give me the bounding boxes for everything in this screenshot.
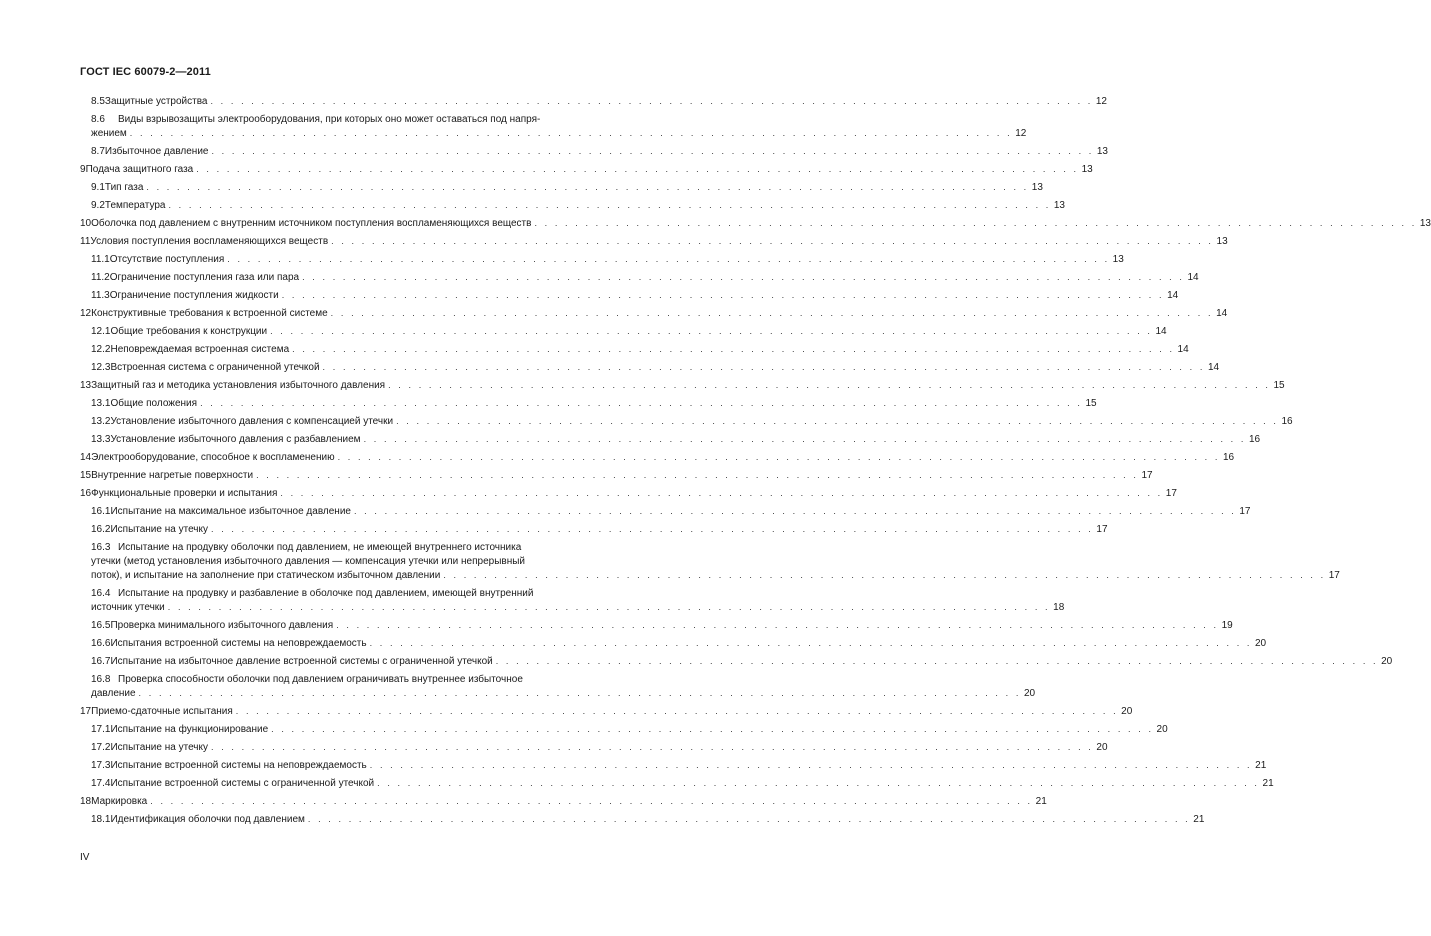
toc-page-number: 21 <box>1193 814 1205 825</box>
toc-title: утечки (метод установления избыточного давления — компенсация утечки или непрерывный <box>91 556 525 567</box>
toc-page-number: 15 <box>1273 380 1285 391</box>
toc-number: 18.1 <box>91 814 111 825</box>
toc-title: Приемо-сдаточные испытания <box>91 706 233 717</box>
toc-title: Избыточное давление <box>104 146 209 157</box>
toc-page-number: 14 <box>1167 290 1179 301</box>
toc-number: 16.8 <box>91 674 111 685</box>
toc-number: 17.3 <box>91 760 111 771</box>
toc-page-number: 14 <box>1177 344 1189 355</box>
toc-page-number: 12 <box>1095 96 1107 107</box>
dot-leader: . . . . . . . . . . . . . . . . . . . . . . . . . . . . . . . . . . . . . . . . . . . . . . . . . . . . . . . . . . . . . . . . . . . . . . . . . . . . . . . . . . . . . . . <box>129 128 1013 138</box>
dot-leader: . . . . . . . . . . . . . . . . . . . . . . . . . . . . . . . . . . . . . . . . . . . . . . . . . . . . . . . . . . . . . . . . . . . . . . . . . . . . . . . . . . . . . . . <box>168 200 1051 210</box>
toc-page-number: 15 <box>1085 398 1097 409</box>
dot-leader: . . . . . . . . . . . . . . . . . . . . . . . . . . . . . . . . . . . . . . . . . . . . . . . . . . . . . . . . . . . . . . . . . . . . . . . . . . . . . . . . . . . . . . . <box>210 96 1093 106</box>
toc-title: Испытание на продувку и разбавление в оболочке под давлением, имеющей внутренний <box>118 588 534 599</box>
toc-title: Электрооборудование, способное к воспламенению <box>91 452 335 463</box>
toc-entry[interactable] <box>80 379 1285 392</box>
toc-entry[interactable] <box>91 343 1189 356</box>
toc-page-number: 14 <box>1216 308 1228 319</box>
toc-page-number: 20 <box>1255 638 1267 649</box>
toc-entry-line <box>91 541 521 554</box>
toc-entry[interactable] <box>91 415 1293 428</box>
toc-page-number: 21 <box>1035 796 1047 807</box>
toc-number: 12 <box>80 308 92 319</box>
dot-leader: . . . . . . . . . . . . . . . . . . . . . . . . . . . . . . . . . . . . . . . . . . . . . . . . . . . . . . . . . . . . . . . . . . . . . . . . . . . . . . . . . . . . . . . <box>369 760 1253 770</box>
toc-page-number: 13 <box>1053 200 1065 211</box>
dot-leader: . . . . . . . . . . . . . . . . . . . . . . . . . . . . . . . . . . . . . . . . . . . . . . . . . . . . . . . . . . . . . . . . . . . . . . . . . . . . . . . . . . . . . . . <box>322 362 1205 372</box>
toc-entry[interactable] <box>91 289 1179 302</box>
toc-entry[interactable] <box>91 253 1124 266</box>
toc-number: 16.1 <box>91 506 111 517</box>
toc-title: источник утечки <box>91 602 165 613</box>
toc-title: Защитный газ и методика установления избыточного давления <box>91 380 386 391</box>
toc-number: 11 <box>80 236 91 247</box>
toc-title: Испытание на утечку <box>110 742 208 753</box>
toc-number: 13.1 <box>91 398 111 409</box>
toc-entry[interactable] <box>80 451 1235 464</box>
toc-entry[interactable] <box>80 235 1228 248</box>
toc-title: Испытания встроенной системы на неповреждаемость <box>110 638 367 649</box>
toc-number: 11.2 <box>91 272 110 283</box>
toc-entry[interactable] <box>91 181 1043 194</box>
dot-leader: . . . . . . . . . . . . . . . . . . . . . . . . . . . . . . . . . . . . . . . . . . . . . . . . . . . . . . . . . . . . . . . . . . . . . . . . . . . . . . . . . . . . . . . <box>363 434 1246 444</box>
toc-title: Тип газа <box>104 182 144 193</box>
toc-title: Температура <box>104 200 166 211</box>
toc-number: 16 <box>80 488 92 499</box>
toc-entry[interactable] <box>91 145 1108 158</box>
toc-title: Испытание на избыточное давление встроенной системы с ограниченной утечкой <box>110 656 493 667</box>
toc-entry[interactable] <box>91 95 1107 108</box>
toc-page-number: 13 <box>1419 218 1431 229</box>
toc-entry[interactable] <box>91 523 1108 536</box>
toc-title: Функциональные проверки и испытания <box>91 488 278 499</box>
dot-leader: . . . . . . . . . . . . . . . . . . . . . . . . . . . . . . . . . . . . . . . . . . . . . . . . . . . . . . . . . . . . . . . . . . . . . . . . . . . . . . . . . . . . . . . <box>330 308 1214 318</box>
dot-leader: . . . . . . . . . . . . . . . . . . . . . . . . . . . . . . . . . . . . . . . . . . . . . . . . . . . . . . . . . . . . . . . . . . . . . . . . . . . . . . . . . . . . . . . <box>200 398 1083 408</box>
toc-title: Конструктивные требования к встроенной системе <box>91 308 328 319</box>
toc-title: Виды взрывозащиты электрооборудования, при которых оно может оставаться под напря- <box>118 114 541 125</box>
dot-leader: . . . . . . . . . . . . . . . . . . . . . . . . . . . . . . . . . . . . . . . . . . . . . . . . . . . . . . . . . . . . . . . . . . . . . . . . . . . . . . . . . . . . . . . <box>331 236 1214 246</box>
dot-leader: . . . . . . . . . . . . . . . . . . . . . . . . . . . . . . . . . . . . . . . . . . . . . . . . . . . . . . . . . . . . . . . . . . . . . . . . . . . . . . . . . . . . . . . <box>443 570 1326 580</box>
dot-leader: . . . . . . . . . . . . . . . . . . . . . . . . . . . . . . . . . . . . . . . . . . . . . . . . . . . . . . . . . . . . . . . . . . . . . . . . . . . . . . . . . . . . . . . <box>271 724 1154 734</box>
toc-number: 17 <box>80 706 92 717</box>
toc-page-number: 21 <box>1255 760 1267 771</box>
toc-title: Проверка способности оболочки под давлением ограничивать внутреннее избыточное <box>118 674 523 685</box>
toc-title: поток), и испытание на заполнение при статическом избыточном давлении <box>91 570 441 581</box>
toc-number: 9 <box>80 164 86 175</box>
dot-leader: . . . . . . . . . . . . . . . . . . . . . . . . . . . . . . . . . . . . . . . . . . . . . . . . . . . . . . . . . . . . . . . . . . . . . . . . . . . . . . . . . . . . . . . <box>196 164 1079 174</box>
toc-number: 10 <box>80 218 92 229</box>
dot-leader: . . . . . . . . . . . . . . . . . . . . . . . . . . . . . . . . . . . . . . . . . . . . . . . . . . . . . . . . . . . . . . . . . . . . . . . . . . . . . . . . . . . . . . . <box>337 452 1220 462</box>
dot-leader: . . . . . . . . . . . . . . . . . . . . . . . . . . . . . . . . . . . . . . . . . . . . . . . . . . . . . . . . . . . . . . . . . . . . . . . . . . . . . . . . . . . . . . . <box>138 688 1021 698</box>
dot-leader: . . . . . . . . . . . . . . . . . . . . . . . . . . . . . . . . . . . . . . . . . . . . . . . . . . . . . . . . . . . . . . . . . . . . . . . . . . . . . . . . . . . . . . . <box>211 742 1094 752</box>
toc-entry[interactable] <box>91 361 1220 374</box>
toc-title: Установление избыточного давления с компенсацией утечки <box>110 416 394 427</box>
toc-entry[interactable] <box>91 687 1036 700</box>
toc-page-number: 18 <box>1053 602 1065 613</box>
toc-title: Отсутствие поступления <box>109 254 225 265</box>
dot-leader: . . . . . . . . . . . . . . . . . . . . . . . . . . . . . . . . . . . . . . . . . . . . . . . . . . . . . . . . . . . . . . . . . . . . . . . . . . . . . . . . . . . . . . . <box>302 272 1185 282</box>
toc-entry-line <box>91 113 540 126</box>
dot-leader: . . . . . . . . . . . . . . . . . . . . . . . . . . . . . . . . . . . . . . . . . . . . . . . . . . . . . . . . . . . . . . . . . . . . . . . . . . . . . . . . . . . . . . . <box>280 488 1163 498</box>
dot-leader: . . . . . . . . . . . . . . . . . . . . . . . . . . . . . . . . . . . . . . . . . . . . . . . . . . . . . . . . . . . . . . . . . . . . . . . . . . . . . . . . . . . . . . . <box>396 416 1279 426</box>
toc-page-number: 16 <box>1248 434 1261 445</box>
toc-number: 17.2 <box>91 742 111 753</box>
toc-page-number: 20 <box>1156 724 1168 735</box>
toc-number: 14 <box>80 452 92 463</box>
toc-number: 9.1 <box>91 182 105 193</box>
toc-page-number: 17 <box>1096 524 1108 535</box>
toc-page-number: 20 <box>1023 688 1036 699</box>
dot-leader: . . . . . . . . . . . . . . . . . . . . . . . . . . . . . . . . . . . . . . . . . . . . . . . . . . . . . . . . . . . . . . . . . . . . . . . . . . . . . . . . . . . . . . . <box>211 146 1094 156</box>
toc-title: Проверка минимального избыточного давления <box>110 620 334 631</box>
toc-number: 12.3 <box>91 362 111 373</box>
toc-entry-line <box>91 587 533 600</box>
toc-page-number: 13 <box>1112 254 1124 265</box>
toc-number: 13 <box>80 380 92 391</box>
toc-entry[interactable] <box>91 199 1065 212</box>
toc-title: Внутренние нагретые поверхности <box>91 470 254 481</box>
dot-leader: . . . . . . . . . . . . . . . . . . . . . . . . . . . . . . . . . . . . . . . . . . . . . . . . . . . . . . . . . . . . . . . . . . . . . . . . . . . . . . . . . . . . . . . <box>353 506 1237 516</box>
toc-page-number: 17 <box>1239 506 1251 517</box>
toc-title: Подача защитного газа <box>85 164 194 175</box>
toc-number: 12.2 <box>91 344 111 355</box>
dot-leader: . . . . . . . . . . . . . . . . . . . . . . . . . . . . . . . . . . . . . . . . . . . . . . . . . . . . . . . . . . . . . . . . . . . . . . . . . . . . . . . . . . . . . . . <box>307 814 1191 824</box>
toc-page-number: 19 <box>1221 620 1233 631</box>
toc-title: Ограничение поступления газа или пара <box>109 272 300 283</box>
dot-leader: . . . . . . . . . . . . . . . . . . . . . . . . . . . . . . . . . . . . . . . . . . . . . . . . . . . . . . . . . . . . . . . . . . . . . . . . . . . . . . . . . . . . . . . <box>336 620 1219 630</box>
toc-number: 11.1 <box>91 254 110 265</box>
dot-leader: . . . . . . . . . . . . . . . . . . . . . . . . . . . . . . . . . . . . . . . . . . . . . . . . . . . . . . . . . . . . . . . . . . . . . . . . . . . . . . . . . . . . . . . <box>292 344 1175 354</box>
dot-leader: . . . . . . . . . . . . . . . . . . . . . . . . . . . . . . . . . . . . . . . . . . . . . . . . . . . . . . . . . . . . . . . . . . . . . . . . . . . . . . . . . . . . . . . <box>211 524 1094 534</box>
toc-number: 16.5 <box>91 620 111 631</box>
toc-title: Оболочка под давлением с внутренним источником поступления воспламеняющихся веществ <box>91 218 532 229</box>
toc-entry[interactable] <box>80 795 1047 808</box>
toc-page-number: 21 <box>1262 778 1274 789</box>
dot-leader: . . . . . . . . . . . . . . . . . . . . . . . . . . . . . . . . . . . . . . . . . . . . . . . . . . . . . . . . . . . . . . . . . . . . . . . . . . . . . . . . . . . . . . . <box>495 656 1379 666</box>
dot-leader: . . . . . . . . . . . . . . . . . . . . . . . . . . . . . . . . . . . . . . . . . . . . . . . . . . . . . . . . . . . . . . . . . . . . . . . . . . . . . . . . . . . . . . . <box>146 182 1029 192</box>
toc-title: Общие требования к конструкции <box>110 326 268 337</box>
toc-page-number: 20 <box>1381 656 1393 667</box>
page-number: IV <box>80 852 90 863</box>
toc-title: Защитные устройства <box>104 96 208 107</box>
toc-entry[interactable] <box>91 569 1340 582</box>
toc-page-number: 17 <box>1165 488 1177 499</box>
toc-page-number: 17 <box>1328 570 1340 581</box>
toc-entry[interactable] <box>91 723 1168 736</box>
toc-title: Испытание на максимальное избыточное давление <box>110 506 351 517</box>
toc-title: Маркировка <box>91 796 148 807</box>
toc-entry-line <box>91 673 523 686</box>
toc-page-number: 13 <box>1031 182 1043 193</box>
toc-number: 16.4 <box>91 588 111 599</box>
toc-entry[interactable] <box>91 619 1233 632</box>
toc-title: Идентификация оболочки под давлением <box>110 814 305 825</box>
toc-title: Встроенная система с ограниченной утечкой <box>110 362 320 373</box>
dot-leader: . . . . . . . . . . . . . . . . . . . . . . . . . . . . . . . . . . . . . . . . . . . . . . . . . . . . . . . . . . . . . . . . . . . . . . . . . . . . . . . . . . . . . . . <box>369 638 1252 648</box>
toc-title: Неповреждаемая встроенная система <box>110 344 290 355</box>
toc-title: Испытание на утечку <box>110 524 208 535</box>
toc-page-number: 12 <box>1015 128 1027 139</box>
toc-number: 8.5 <box>91 96 105 107</box>
dot-leader: . . . . . . . . . . . . . . . . . . . . . . . . . . . . . . . . . . . . . . . . . . . . . . . . . . . . . . . . . . . . . . . . . . . . . . . . . . . . . . . . . . . . . . . <box>227 254 1110 264</box>
toc-entry[interactable] <box>91 271 1199 284</box>
toc-entry[interactable] <box>80 705 1133 718</box>
toc-title: Испытание на продувку оболочки под давлением, не имеющей внутреннего источника <box>118 542 522 553</box>
toc-title: жением <box>91 128 127 139</box>
dot-leader: . . . . . . . . . . . . . . . . . . . . . . . . . . . . . . . . . . . . . . . . . . . . . . . . . . . . . . . . . . . . . . . . . . . . . . . . . . . . . . . . . . . . . . . <box>270 326 1153 336</box>
toc-number: 18 <box>80 796 92 807</box>
toc-entry[interactable] <box>91 397 1097 410</box>
toc-number: 17.1 <box>91 724 111 735</box>
toc-entry[interactable] <box>91 637 1267 650</box>
toc-entry[interactable] <box>91 505 1251 518</box>
toc-page-number: 14 <box>1155 326 1167 337</box>
toc-page-number: 13 <box>1216 236 1228 247</box>
toc-page-number: 13 <box>1096 146 1108 157</box>
toc-number: 16.6 <box>91 638 111 649</box>
toc-entry[interactable] <box>91 759 1267 772</box>
toc-entry[interactable] <box>91 777 1274 790</box>
toc-entry[interactable] <box>91 813 1205 826</box>
toc-title: Условия поступления воспламеняющихся веществ <box>90 236 329 247</box>
toc-number: 8.6 <box>91 114 105 125</box>
toc-page-number: 14 <box>1207 362 1220 373</box>
toc-page-number: 16 <box>1222 452 1235 463</box>
toc-entry[interactable] <box>91 127 1027 140</box>
toc-entry[interactable] <box>91 433 1261 446</box>
toc-number: 16.2 <box>91 524 111 535</box>
toc-entry[interactable] <box>91 601 1065 614</box>
toc-title: Испытание встроенной системы с ограниченной утечкой <box>110 778 375 789</box>
toc-title: давление <box>91 688 136 699</box>
toc-page-number: 17 <box>1141 470 1153 481</box>
toc-page-number: 20 <box>1121 706 1133 717</box>
toc-number: 17.4 <box>91 778 111 789</box>
toc-number: 16.7 <box>91 656 111 667</box>
toc-page-number: 20 <box>1096 742 1108 753</box>
toc-entry[interactable] <box>91 325 1167 338</box>
toc-title: Общие положения <box>110 398 198 409</box>
toc-number: 15 <box>80 470 92 481</box>
dot-leader: . . . . . . . . . . . . . . . . . . . . . . . . . . . . . . . . . . . . . . . . . . . . . . . . . . . . . . . . . . . . . . . . . . . . . . . . . . . . . . . . . . . . . . . <box>534 218 1417 228</box>
toc-page-number: 13 <box>1081 164 1093 175</box>
toc-page-number: 16 <box>1281 416 1293 427</box>
toc-entry[interactable] <box>80 163 1093 176</box>
toc-title: Ограничение поступления жидкости <box>109 290 279 301</box>
toc-title: Установление избыточного давления с разбавлением <box>110 434 361 445</box>
toc-number: 9.2 <box>91 200 105 211</box>
dot-leader: . . . . . . . . . . . . . . . . . . . . . . . . . . . . . . . . . . . . . . . . . . . . . . . . . . . . . . . . . . . . . . . . . . . . . . . . . . . . . . . . . . . . . . . <box>167 602 1051 612</box>
toc-entry[interactable] <box>80 469 1153 482</box>
toc-title: Испытание встроенной системы на неповреждаемость <box>110 760 367 771</box>
dot-leader: . . . . . . . . . . . . . . . . . . . . . . . . . . . . . . . . . . . . . . . . . . . . . . . . . . . . . . . . . . . . . . . . . . . . . . . . . . . . . . . . . . . . . . . <box>377 778 1260 788</box>
toc-number: 16.3 <box>91 542 111 553</box>
toc-entry[interactable] <box>80 487 1177 500</box>
toc-number: 13.2 <box>91 416 111 427</box>
toc-number: 13.3 <box>91 434 111 445</box>
toc-entry[interactable] <box>91 741 1108 754</box>
dot-leader: . . . . . . . . . . . . . . . . . . . . . . . . . . . . . . . . . . . . . . . . . . . . . . . . . . . . . . . . . . . . . . . . . . . . . . . . . . . . . . . . . . . . . . . <box>150 796 1033 806</box>
toc-title: Испытание на функционирование <box>110 724 269 735</box>
dot-leader: . . . . . . . . . . . . . . . . . . . . . . . . . . . . . . . . . . . . . . . . . . . . . . . . . . . . . . . . . . . . . . . . . . . . . . . . . . . . . . . . . . . . . . . <box>235 706 1119 716</box>
dot-leader: . . . . . . . . . . . . . . . . . . . . . . . . . . . . . . . . . . . . . . . . . . . . . . . . . . . . . . . . . . . . . . . . . . . . . . . . . . . . . . . . . . . . . . . <box>256 470 1139 480</box>
toc-entry[interactable] <box>80 307 1228 320</box>
document-header: ГОСТ IEC 60079-2—2011 <box>80 66 211 78</box>
toc-entry[interactable] <box>80 217 1431 230</box>
dot-leader: . . . . . . . . . . . . . . . . . . . . . . . . . . . . . . . . . . . . . . . . . . . . . . . . . . . . . . . . . . . . . . . . . . . . . . . . . . . . . . . . . . . . . . . <box>281 290 1165 300</box>
dot-leader: . . . . . . . . . . . . . . . . . . . . . . . . . . . . . . . . . . . . . . . . . . . . . . . . . . . . . . . . . . . . . . . . . . . . . . . . . . . . . . . . . . . . . . . <box>388 380 1271 390</box>
toc-number: 11.3 <box>91 290 110 301</box>
toc-page-number: 14 <box>1187 272 1199 283</box>
toc-number: 8.7 <box>91 146 105 157</box>
toc-number: 12.1 <box>91 326 111 337</box>
toc-entry[interactable] <box>91 655 1393 668</box>
